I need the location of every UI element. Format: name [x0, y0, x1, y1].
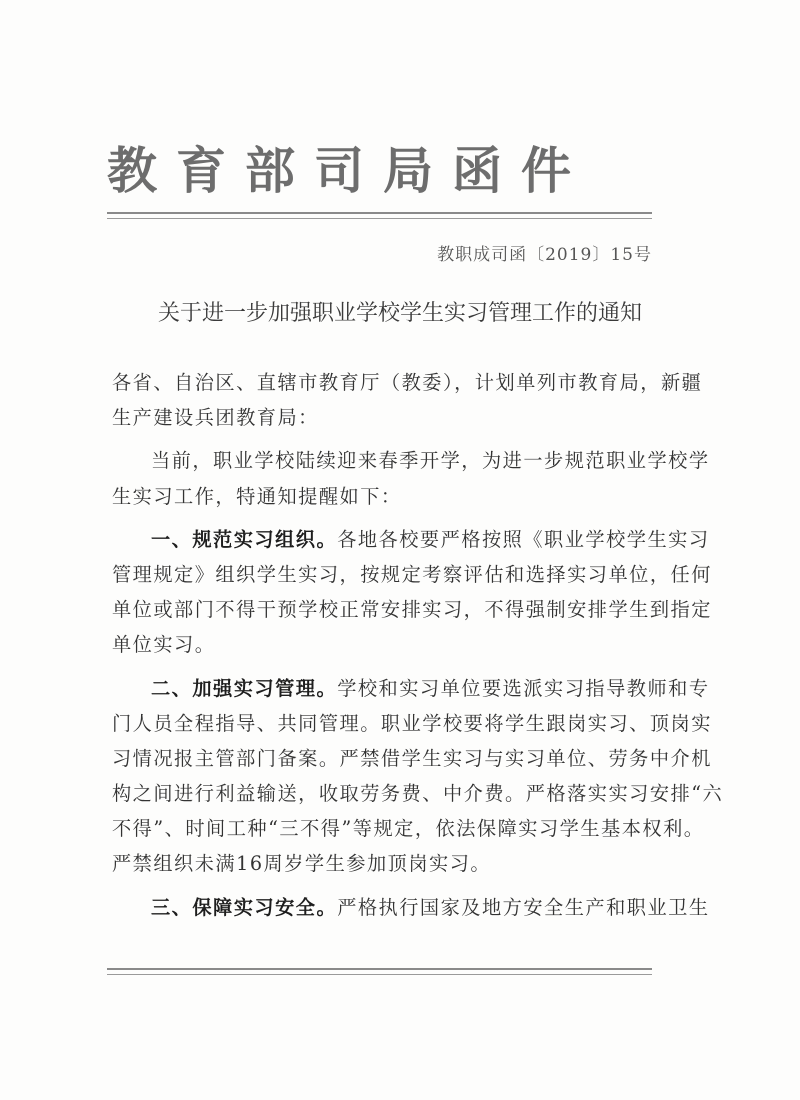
document-title: 关于进一步加强职业学校学生实习管理工作的通知 [157, 301, 642, 326]
section-1-text: 各地各校要严格按照《职业学校学生实习 [337, 527, 710, 551]
section-1-line [112, 522, 710, 557]
section-1-line: 单位实习。 [112, 633, 216, 657]
section-1-line: 单位或部门不得干预学校正常安排实习，不得强制安排学生到指定 [112, 598, 712, 622]
footer-rule-thin [107, 974, 652, 975]
section-2-line [112, 671, 710, 706]
section-2-heading: 二、加强实习管理。 [151, 676, 338, 700]
section-2-line: 门人员全程指导、共同管理。职业学校要将学生跟岗实习、顶岗实 [112, 711, 712, 735]
section-1-line: 管理规定》组织学生实习，按规定考察评估和选择实习单位，任何 [112, 562, 712, 586]
letterhead-rule-thick [107, 212, 652, 214]
intro-line: 当前，职业学校陆续迎来春季开学，为进一步规范职业学校学 [151, 449, 710, 473]
section-2-text: 学校和实习单位要选派实习指导教师和专 [337, 676, 710, 700]
section-2-line: 构之间进行利益输送，收取劳务费、中介费。严格落实实习安排“六 [112, 782, 724, 806]
letterhead-rule-thin [107, 218, 652, 219]
document-number: 教职成司函〔2019〕15号 [437, 245, 652, 265]
footer-rule-thick [107, 968, 652, 970]
letterhead-title: 教育部司局函件 [107, 141, 590, 200]
section-3-text: 严格执行国家及地方安全生产和职业卫生 [337, 895, 710, 919]
section-3-line [112, 890, 710, 925]
document-body [112, 365, 724, 925]
section-2-line: 严禁组织未满16周岁学生参加顶岗实习。 [112, 852, 492, 876]
salutation-line: 生产建设兵团教育局： [112, 406, 319, 430]
section-2-line: 不得”、时间工种“三不得”等规定，依法保障实习学生基本权利。 [112, 817, 705, 841]
section-3-heading: 三、保障实习安全。 [151, 895, 338, 919]
section-2-line: 习情况报主管部门备案。严禁借学生实习与实习单位、劳务中介机 [112, 746, 712, 770]
salutation-line: 各省、自治区、直辖市教育厅（教委），计划单列市教育局，新疆 [112, 371, 703, 394]
intro-line: 生实习工作，特通知提醒如下： [112, 484, 402, 508]
section-1-heading: 一、规范实习组织。 [151, 527, 338, 551]
